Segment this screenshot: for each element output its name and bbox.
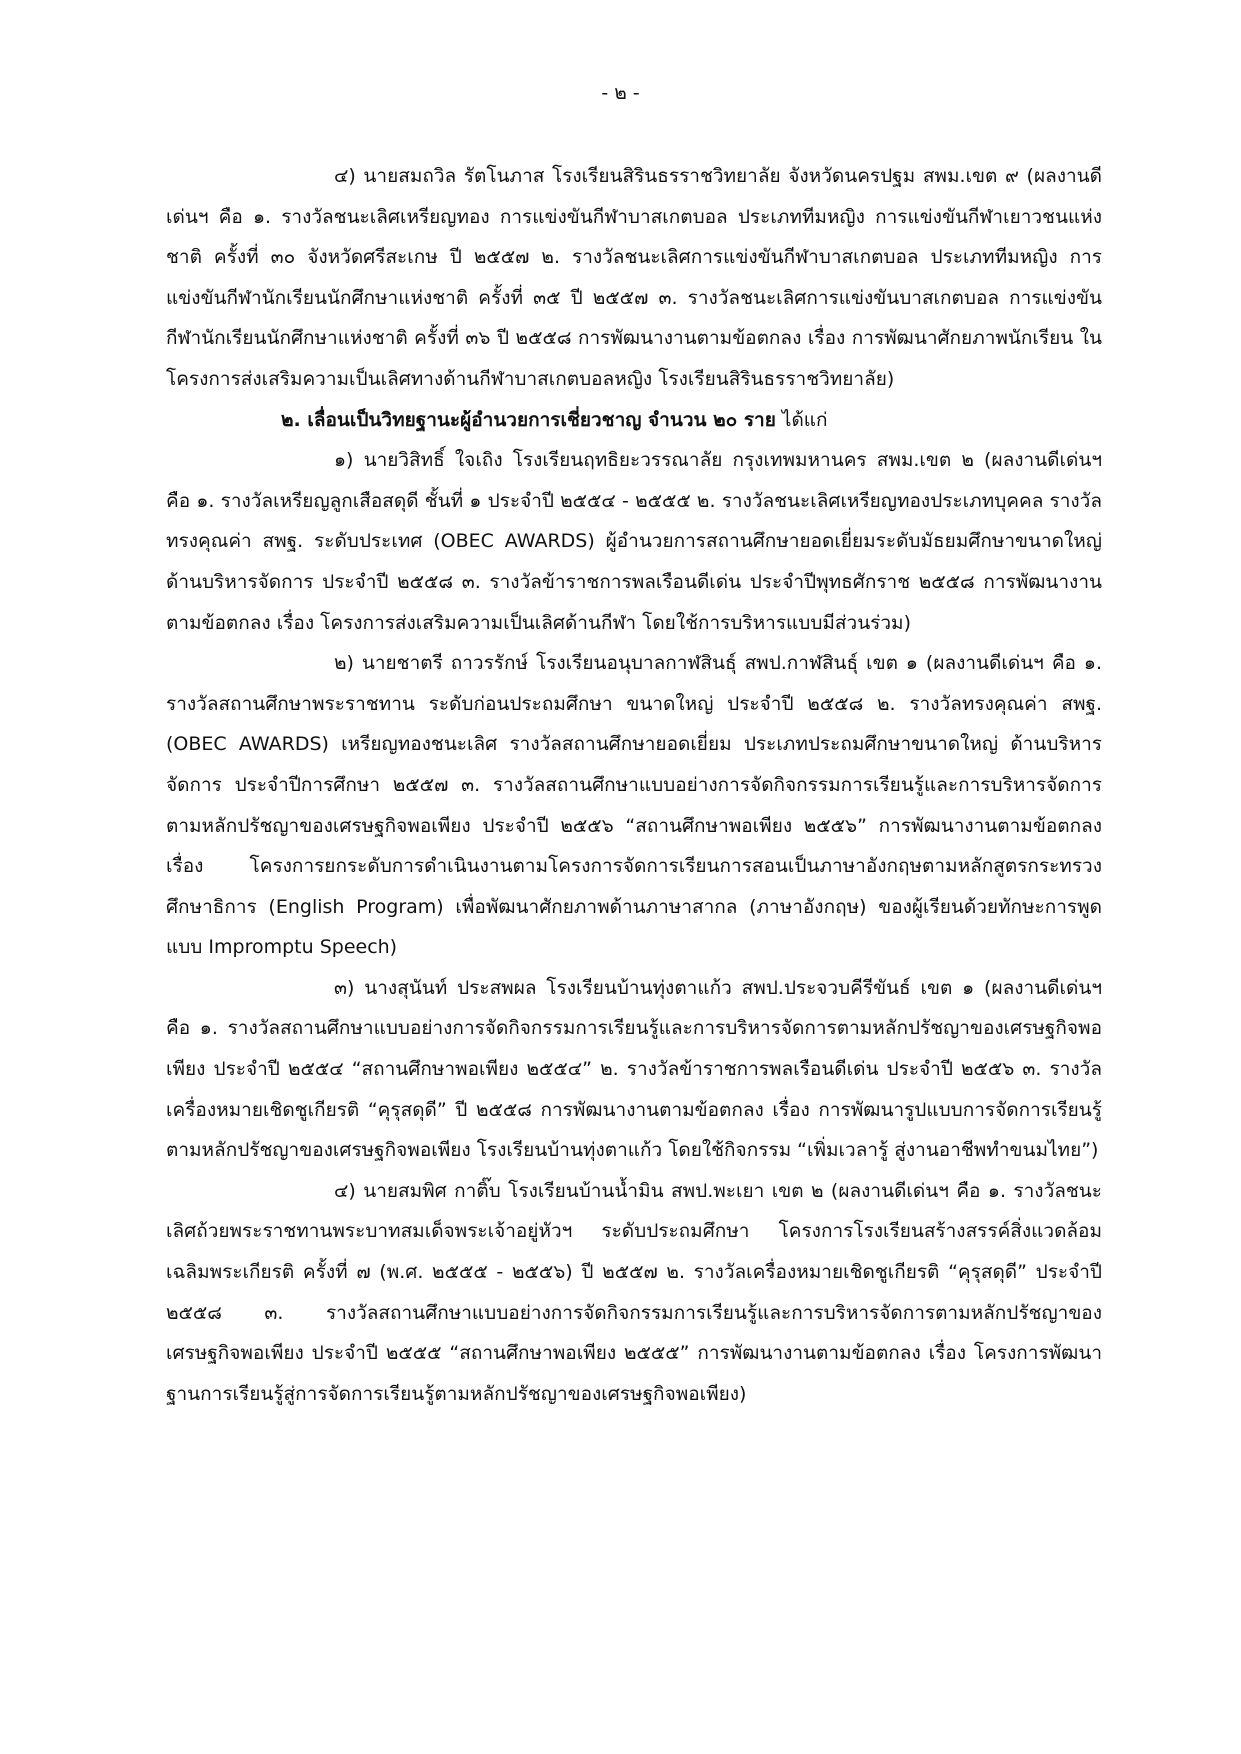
nominee-paragraph-4: ๔) นายสมถวิล รัตโนภาส โรงเรียนสิรินธรราชวิทยาลัย จังหวัดนครปฐม สพม.เขต ๙ (ผลงานดีเด่นฯ คือ ๑. รางวัลชนะเลิศเหรียญทอง การแข่งขันกีฬาบาสเกตบอล ประเภททีมหญิง การแข่งขันกีฬาเยาวชนแห่งชาติ ครั้งที่ ๓๐ จังหวัดศรีสะเกษ ปี ๒๕๕๗ ๒. รางวัลชนะเลิศการแข่งขันกีฬาบาสเกตบอล ประเภททีมหญิง การแข่งขันกีฬานักเรียนนักศึกษาแห่งชาติ ครั้งที่ ๓๕ ปี ๒๕๕๗ ๓. รางวัลชนะเลิศการแข่งขันบาสเกตบอล การแข่งขันกีฬานักเรียนนักศึกษาแห่งชาติ ครั้งที่ ๓๖ ปี ๒๕๕๘ การพัฒนางานตามข้อตกลง เรื่อง การพัฒนาศักยภาพนักเรียน ในโครงการส่งเสริมความเป็นเลิศทางด้านกีฬาบาสเกตบอลหญิง โรงเรียนสิรินธรราชวิทยาลัย) <box>166 165 1102 390</box>
page-number: - ๒ - <box>601 82 640 104</box>
section-heading-suffix: ได้แก่ <box>775 408 828 431</box>
document-body <box>166 156 1102 1414</box>
expert-nominee-paragraph-3: ๓) นางสุนันท์ ประสพผล โรงเรียนบ้านทุ่งตาแก้ว สพป.ประจวบคีรีขันธ์ เขต ๑ (ผลงานดีเด่นฯ คือ ๑. รางวัลสถานศึกษาแบบอย่างการจัดกิจกรรมการเรียนรู้และการบริหารจัดการตามหลักปรัชญาของเศรษฐกิจพอเพียง ประจำปี ๒๕๕๔ “สถานศึกษาพอเพียง ๒๕๕๔” ๒. รางวัลข้าราชการพลเรือนดีเด่น ประจำปี ๒๕๕๖ ๓. รางวัลเครื่องหมายเชิดชูเกียรติ “คุรุสดุดี” ปี ๒๕๕๘ การพัฒนางานตามข้อตกลง เรื่อง การพัฒนารูปแบบการจัดการเรียนรู้ตามหลักปรัชญาของเศรษฐกิจพอเพียง โรงเรียนบ้านทุ่งตาแก้ว โดยใช้กิจกรรม “เพิ่มเวลารู้ สู่งานอาชีพทำขนมไทย”) <box>166 976 1102 1162</box>
expert-nominee-paragraph-1: ๑) นายวิสิทธิ์ ใจเถิง โรงเรียนฤทธิยะวรรณาลัย กรุงเทพมหานคร สพม.เขต ๒ (ผลงานดีเด่นฯ คือ ๑. รางวัลเหรียญลูกเสือสดุดี ชั้นที่ ๑ ประจำปี ๒๕๕๔ - ๒๕๕๕ ๒. รางวัลชนะเลิศเหรียญทองประเภทบุคคล รางวัลทรงคุณค่า สพฐ. ระดับประเทศ (OBEC AWARDS) ผู้อำนวยการสถานศึกษายอดเยี่ยมระดับมัธยมศึกษาขนาดใหญ่ ด้านบริหารจัดการ ประจำปี ๒๕๕๘ ๓. รางวัลข้าราชการพลเรือนดีเด่น ประจำปีพุทธศักราช ๒๕๕๘ การพัฒนางานตามข้อตกลง เรื่อง โครงการส่งเสริมความเป็นเลิศด้านกีฬา โดยใช้การบริหารแบบมีส่วนร่วม) <box>166 449 1102 634</box>
section-heading-title: ๒. เลื่อนเป็นวิทยฐานะผู้อำนวยการเชี่ยวชาญ จำนวน ๒๐ ราย <box>281 408 776 431</box>
section-heading <box>166 400 1102 441</box>
expert-nominee-paragraph-2: ๒) นายชาตรี ถาวรรักษ์ โรงเรียนอนุบาลกาฬสินธุ์ สพป.กาฬสินธุ์ เขต ๑ (ผลงานดีเด่นฯ คือ ๑. รางวัลสถานศึกษาพระราชทาน ระดับก่อนประถมศึกษา ขนาดใหญ่ ประจำปี ๒๕๕๘ ๒. รางวัลทรงคุณค่า สพฐ. (OBEC AWARDS) เหรียญทองชนะเลิศ รางวัลสถานศึกษายอดเยี่ยม ประเภทประถมศึกษาขนาดใหญ่ ด้านบริหารจัดการ ประจำปีการศึกษา ๒๕๕๗ ๓. รางวัลสถานศึกษาแบบอย่างการจัดกิจกรรมการเรียนรู้และการบริหารจัดการตามหลักปรัชญาของเศรษฐกิจพอเพียง ประจำปี ๒๕๕๖ “สถานศึกษาพอเพียง ๒๕๕๖” การพัฒนางานตามข้อตกลง เรื่อง โครงการยกระดับการดำเนินงานตามโครงการจัดการเรียนการสอนเป็นภาษาอังกฤษตามหลักสูตรกระทรวงศึกษาธิการ (English Program) เพื่อพัฒนาศักยภาพด้านภาษาสากล (ภาษาอังกฤษ) ของผู้เรียนด้วยทักษะการพูดแบบ Impromptu Speech) <box>166 652 1102 959</box>
expert-nominee-paragraph-4: ๔) นายสมพิศ กาติ๊บ โรงเรียนบ้านน้ำมิน สพป.พะเยา เขต ๒ (ผลงานดีเด่นฯ คือ ๑. รางวัลชนะเลิศถ้วยพระราชทานพระบาทสมเด็จพระเจ้าอยู่หัวฯ ระดับประถมศึกษา โครงการโรงเรียนสร้างสรรค์สิ่งแวดล้อมเฉลิมพระเกียรติ ครั้งที่ ๗ (พ.ศ. ๒๕๕๕ - ๒๕๕๖) ปี ๒๕๕๗ ๒. รางวัลเครื่องหมายเชิดชูเกียรติ “คุรุสดุดี” ประจำปี ๒๕๕๘ ๓. รางวัลสถานศึกษาแบบอย่างการจัดกิจกรรมการเรียนรู้และการบริหารจัดการตามหลักปรัชญาของเศรษฐกิจพอเพียง ประจำปี ๒๕๕๕ “สถานศึกษาพอเพียง ๒๕๕๕” การพัฒนางานตามข้อตกลง เรื่อง โครงการพัฒนาฐานการเรียนรู้สู่การจัดการเรียนรู้ตามหลักปรัชญาของเศรษฐกิจพอเพียง) <box>166 1179 1102 1405</box>
